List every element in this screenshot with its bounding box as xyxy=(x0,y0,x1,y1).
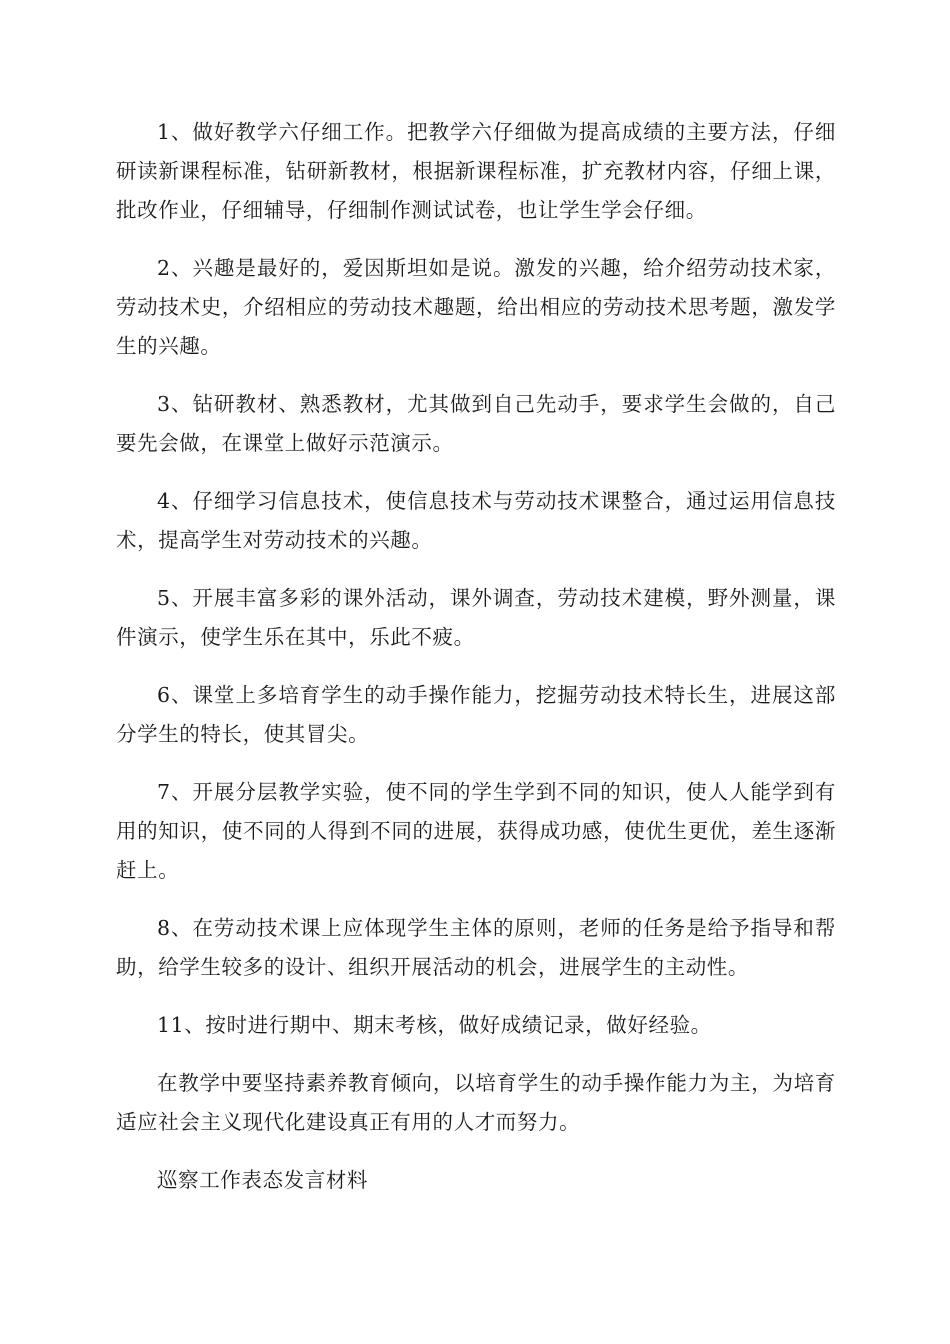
paragraph-6: 6、课堂上多培育学生的动手操作能力，挖掘劳动技术特长生，进展这部分学生的特长，使其冒尖。 xyxy=(116,683,836,746)
document-body xyxy=(116,113,836,1219)
paragraph-2: 2、兴趣是最好的，爱因斯坦如是说。激发的兴趣，给介绍劳动技术家，劳动技术史，介绍相应的劳动技术趣题，给出相应的劳动技术思考题，激发学生的兴趣。 xyxy=(116,256,836,358)
paragraph-5: 5、开展丰富多彩的课外活动，课外调查，劳动技术建模，野外测量，课件演示，使学生乐在其中，乐此不疲。 xyxy=(116,586,836,649)
paragraph-3: 3、钻研教材、熟悉教材，尤其做到自己先动手，要求学生会做的，自己要先会做，在课堂上做好示范演示。 xyxy=(116,392,836,455)
section-heading: 巡察工作表态发言材料 xyxy=(157,1168,368,1192)
paragraph-8: 8、在劳动技术课上应体现学生主体的原则，老师的任务是给予指导和帮助，给学生较多的设计、组织开展活动的机会，进展学生的主动性。 xyxy=(116,916,836,979)
paragraph-4: 4、仔细学习信息技术，使信息技术与劳动技术课整合，通过运用信息技术，提高学生对劳动技术的兴趣。 xyxy=(116,489,836,552)
paragraph-1: 1、做好教学六仔细工作。把教学六仔细做为提高成绩的主要方法，仔细研读新课程标准，钻研新教材，根据新课程标准，扩充教材内容，仔细上课，批改作业，仔细辅导，仔细制作测试试卷，也让学生学会仔细。 xyxy=(116,120,836,222)
paragraph-summary: 在教学中要坚持素养教育倾向，以培育学生的动手操作能力为主，为培育适应社会主义现代化建设真正有用的人才而努力。 xyxy=(116,1071,836,1134)
paragraph-11: 11、按时进行期中、期末考核，做好成绩记录，做好经验。 xyxy=(157,1013,712,1037)
paragraph-7: 7、开展分层教学实验，使不同的学生学到不同的知识，使人人能学到有用的知识，使不同的人得到不同的进展，获得成功感，使优生更优，差生逐渐赶上。 xyxy=(116,780,836,882)
